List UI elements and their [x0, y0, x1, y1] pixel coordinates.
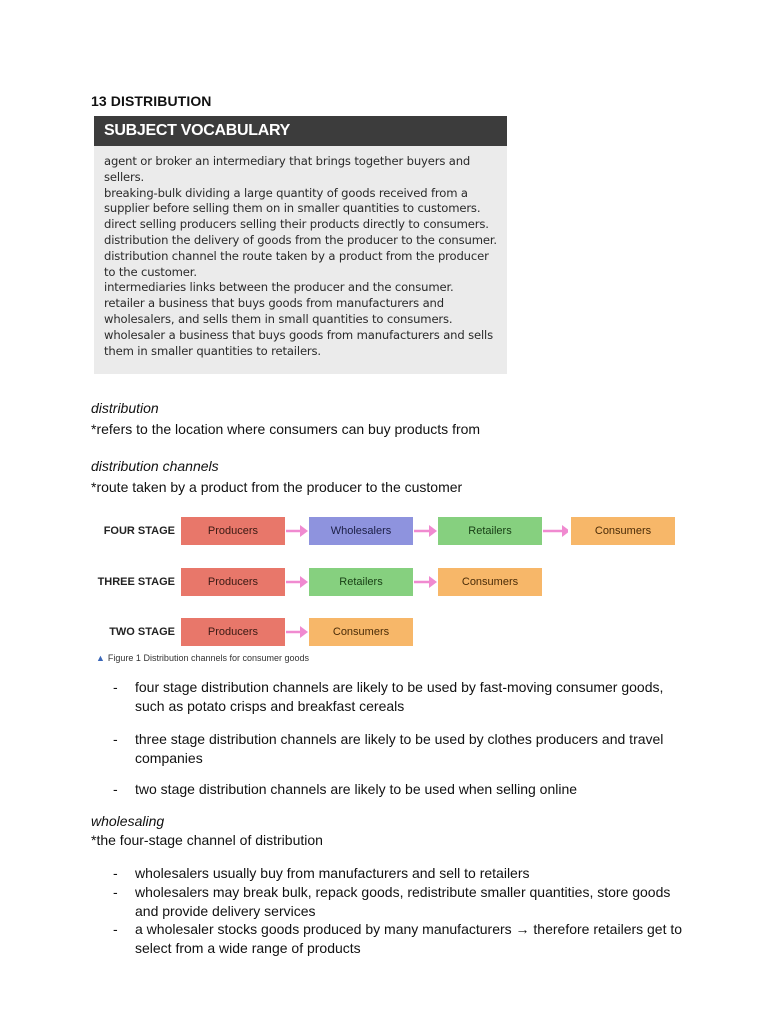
bullet-dash: -	[113, 884, 118, 900]
stage-box-retailers: Retailers	[309, 568, 413, 596]
vocabulary-line: intermediaries links between the producer and the consumer.	[104, 280, 454, 295]
stage-row-label: THREE STAGE	[97, 576, 175, 588]
stage-box-producers: Producers	[181, 517, 285, 545]
distribution-heading: distribution	[91, 400, 159, 416]
bullet-line: wholesalers usually buy from manufacturers and sell to retailers	[135, 865, 530, 881]
vocabulary-header: SUBJECT VOCABULARY	[94, 116, 507, 146]
bullet-text	[135, 678, 695, 716]
stage-box-consumers: Consumers	[309, 618, 413, 646]
vocabulary-line: retailer a business that buys goods from manufacturers and	[104, 296, 444, 311]
bullet-dash: -	[113, 921, 118, 937]
vocabulary-line: to the customer.	[104, 264, 197, 279]
bullet-line: two stage distribution channels are likely to be used when selling online	[135, 781, 578, 797]
stage-box-consumers: Consumers	[438, 568, 542, 596]
vocabulary-line: wholesalers, and sells them in small quantities to consumers.	[104, 311, 453, 326]
vocabulary-line: wholesaler a business that buys goods from manufacturers and sells	[104, 327, 493, 342]
stage-box-producers: Producers	[181, 618, 285, 646]
vocabulary-line: sellers.	[104, 169, 145, 184]
arrow-right-icon	[542, 517, 568, 545]
channels-heading: distribution channels	[91, 458, 219, 474]
wholesaling-definition: *the four-stage channel of distribution	[91, 832, 323, 848]
arrow-right-icon	[413, 568, 439, 596]
bullet-line: companies	[135, 750, 203, 766]
bullet-text	[135, 730, 695, 768]
stage-box-producers: Producers	[181, 568, 285, 596]
vocabulary-line: direct selling producers selling their products directly to consumers.	[104, 217, 489, 232]
vocabulary-line: supplier before selling them on in smaller quantities to customers.	[104, 201, 481, 216]
vocabulary-line: distribution the delivery of goods from the producer to the consumer.	[104, 232, 497, 247]
bullet-dash: -	[113, 679, 118, 695]
bullet-text	[135, 864, 695, 883]
arrow-right-icon	[285, 517, 311, 545]
bullet-text	[135, 883, 695, 921]
bullet-line: three stage distribution channels are likely to be used by clothes producers and travel	[135, 731, 664, 747]
vocabulary-line: breaking-bulk dividing a large quantity of goods received from a	[104, 185, 468, 200]
arrow-right-icon	[413, 517, 439, 545]
stage-row-label: TWO STAGE	[109, 626, 175, 638]
bullet-line: wholesalers may break bulk, repack goods, redistribute smaller quantities, store goods	[135, 884, 671, 900]
arrow-right-icon	[285, 568, 311, 596]
bullet-line: and provide delivery services	[135, 903, 316, 919]
vocabulary-line: distribution channel the route taken by a product from the producer	[104, 248, 489, 263]
arrow-right-icon	[285, 618, 311, 646]
stage-box-retailers: Retailers	[438, 517, 542, 545]
bullet-text	[135, 780, 695, 799]
vocabulary-line: them in smaller quantities to retailers.	[104, 343, 321, 358]
channels-definition: *route taken by a product from the producer to the customer	[91, 479, 463, 495]
bullet-dash: -	[113, 731, 118, 747]
figure-caption	[96, 653, 309, 663]
vocabulary-line: agent or broker an intermediary that brings together buyers and	[104, 154, 471, 168]
stage-box-wholesalers: Wholesalers	[309, 517, 413, 545]
page-title: 13 DISTRIBUTION	[91, 93, 212, 109]
bullet-line: select from a wide range of products	[135, 940, 361, 956]
bullet-line: four stage distribution channels are likely to be used by fast-moving consumer goods,	[135, 679, 664, 695]
bullet-line: a wholesaler stocks goods produced by many manufacturers → therefore retailers get to	[135, 921, 683, 937]
vocabulary-body	[94, 146, 507, 359]
triangle-marker-icon: ▲	[96, 653, 105, 663]
distribution-channels-figure	[91, 513, 691, 665]
bullet-dash: -	[113, 865, 118, 881]
bullet-dash: -	[113, 781, 118, 797]
wholesaling-heading: wholesaling	[91, 813, 165, 829]
stage-row-label: FOUR STAGE	[103, 525, 175, 537]
subject-vocabulary-box	[94, 116, 507, 374]
distribution-definition: *refers to the location where consumers can buy products from	[91, 421, 481, 437]
bullet-line: such as potato crisps and breakfast cereals	[135, 698, 405, 714]
stage-box-consumers: Consumers	[571, 517, 675, 545]
figure-caption-text: Figure 1 Distribution channels for consumer goods	[107, 653, 310, 663]
bullet-text	[135, 920, 695, 958]
